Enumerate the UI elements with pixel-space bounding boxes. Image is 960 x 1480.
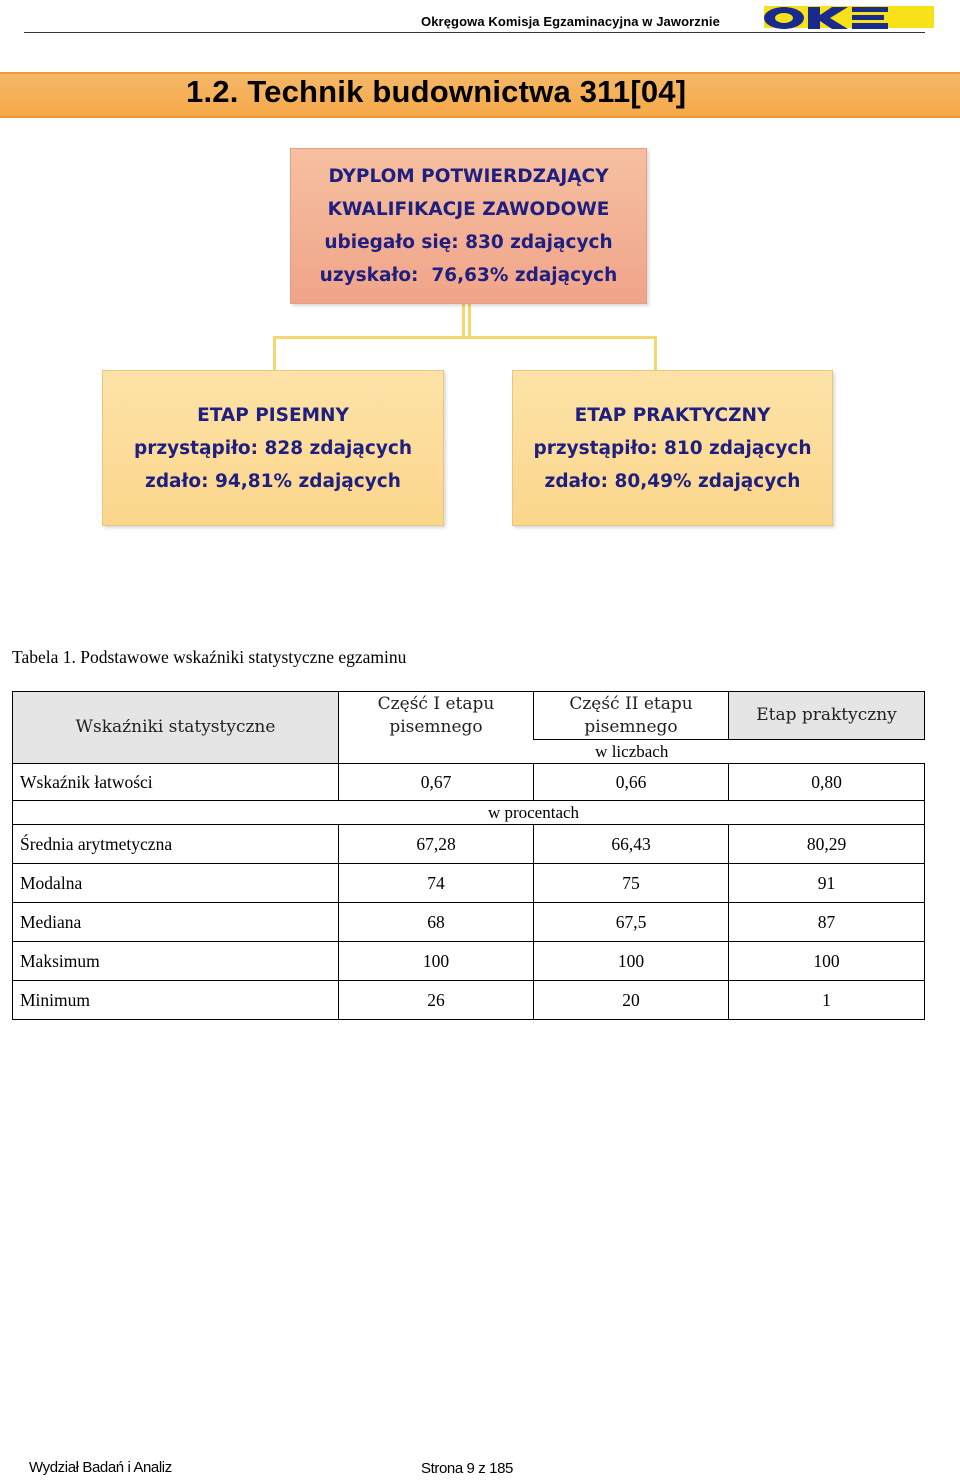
cell-practical: 1	[729, 981, 925, 1020]
connector	[462, 304, 465, 338]
header-indicators: Wskaźniki statystyczne	[13, 692, 339, 764]
cell-part1: 100	[339, 942, 534, 981]
header-part2: Część II etapu pisemnego	[534, 692, 729, 740]
diploma-summary-box	[290, 148, 647, 304]
row-label: Wskaźnik łatwości	[13, 764, 339, 801]
table-row	[13, 981, 925, 1020]
practical-stage-attended: przystąpiło: 810 zdających	[533, 438, 812, 459]
table-row	[13, 942, 925, 981]
cell-part2: 67,5	[534, 903, 729, 942]
statistics-table	[12, 691, 925, 1020]
cell-part1: 0,67	[339, 764, 534, 801]
institution-name: Okręgowa Komisja Egzaminacyjna w Jaworznie	[421, 14, 720, 29]
row-label: Modalna	[13, 864, 339, 903]
row-label: Minimum	[13, 981, 339, 1020]
table-header-row	[13, 692, 925, 740]
connector	[468, 304, 471, 338]
written-stage-attended: przystąpiło: 828 zdających	[133, 438, 413, 459]
row-label: Maksimum	[13, 942, 339, 981]
obtained-line: uzyskało: 76,63% zdających	[319, 265, 618, 286]
cell-part2: 66,43	[534, 825, 729, 864]
cell-practical: 100	[729, 942, 925, 981]
cell-practical: 91	[729, 864, 925, 903]
written-stage-box	[102, 370, 444, 526]
header-practical: Etap praktyczny	[729, 692, 925, 740]
row-label: Średnia arytmetyczna	[13, 825, 339, 864]
connector	[273, 336, 276, 370]
connector	[273, 336, 657, 339]
section-counts-label: w liczbach	[339, 740, 925, 764]
oke-logo	[756, 5, 936, 31]
section-percent-label: w procentach	[339, 801, 729, 825]
footer-page-number: Strona 9 z 185	[421, 1460, 513, 1477]
table-caption: Tabela 1. Podstawowe wskaźniki statystyczne egzaminu	[12, 647, 407, 667]
section-spacer	[729, 801, 925, 825]
table-row	[13, 825, 925, 864]
diploma-line: KWALIFIKACJE ZAWODOWE	[327, 199, 610, 220]
page-title: 1.2. Technik budownictwa 311[04]	[186, 74, 687, 109]
footer-department: Wydział Badań i Analiz	[29, 1459, 172, 1476]
cell-part1: 68	[339, 903, 534, 942]
header-divider	[24, 32, 925, 33]
applicants-line: ubiegało się: 830 zdających	[324, 232, 613, 253]
table-row	[13, 764, 925, 801]
written-stage-title: ETAP PISEMNY	[197, 405, 349, 426]
cell-part2: 0,66	[534, 764, 729, 801]
cell-practical: 0,80	[729, 764, 925, 801]
cell-part2: 20	[534, 981, 729, 1020]
practical-stage-passed: zdało: 80,49% zdających	[544, 471, 801, 492]
cell-part1: 74	[339, 864, 534, 903]
practical-stage-title: ETAP PRAKTYCZNY	[574, 405, 771, 426]
written-stage-passed: zdało: 94,81% zdających	[145, 471, 401, 492]
row-label: Mediana	[13, 903, 339, 942]
table-row	[13, 903, 925, 942]
section-row-percent	[13, 801, 925, 825]
cell-practical: 80,29	[729, 825, 925, 864]
cell-part1: 67,28	[339, 825, 534, 864]
practical-stage-box	[512, 370, 833, 526]
cell-part2: 100	[534, 942, 729, 981]
cell-practical: 87	[729, 903, 925, 942]
table-row	[13, 864, 925, 903]
cell-part1: 26	[339, 981, 534, 1020]
diploma-line: DYPLOM POTWIERDZAJĄCY	[328, 166, 609, 187]
cell-part2: 75	[534, 864, 729, 903]
header-part1: Część I etapu pisemnego	[339, 692, 534, 740]
connector	[654, 336, 657, 370]
section-spacer	[13, 801, 339, 825]
